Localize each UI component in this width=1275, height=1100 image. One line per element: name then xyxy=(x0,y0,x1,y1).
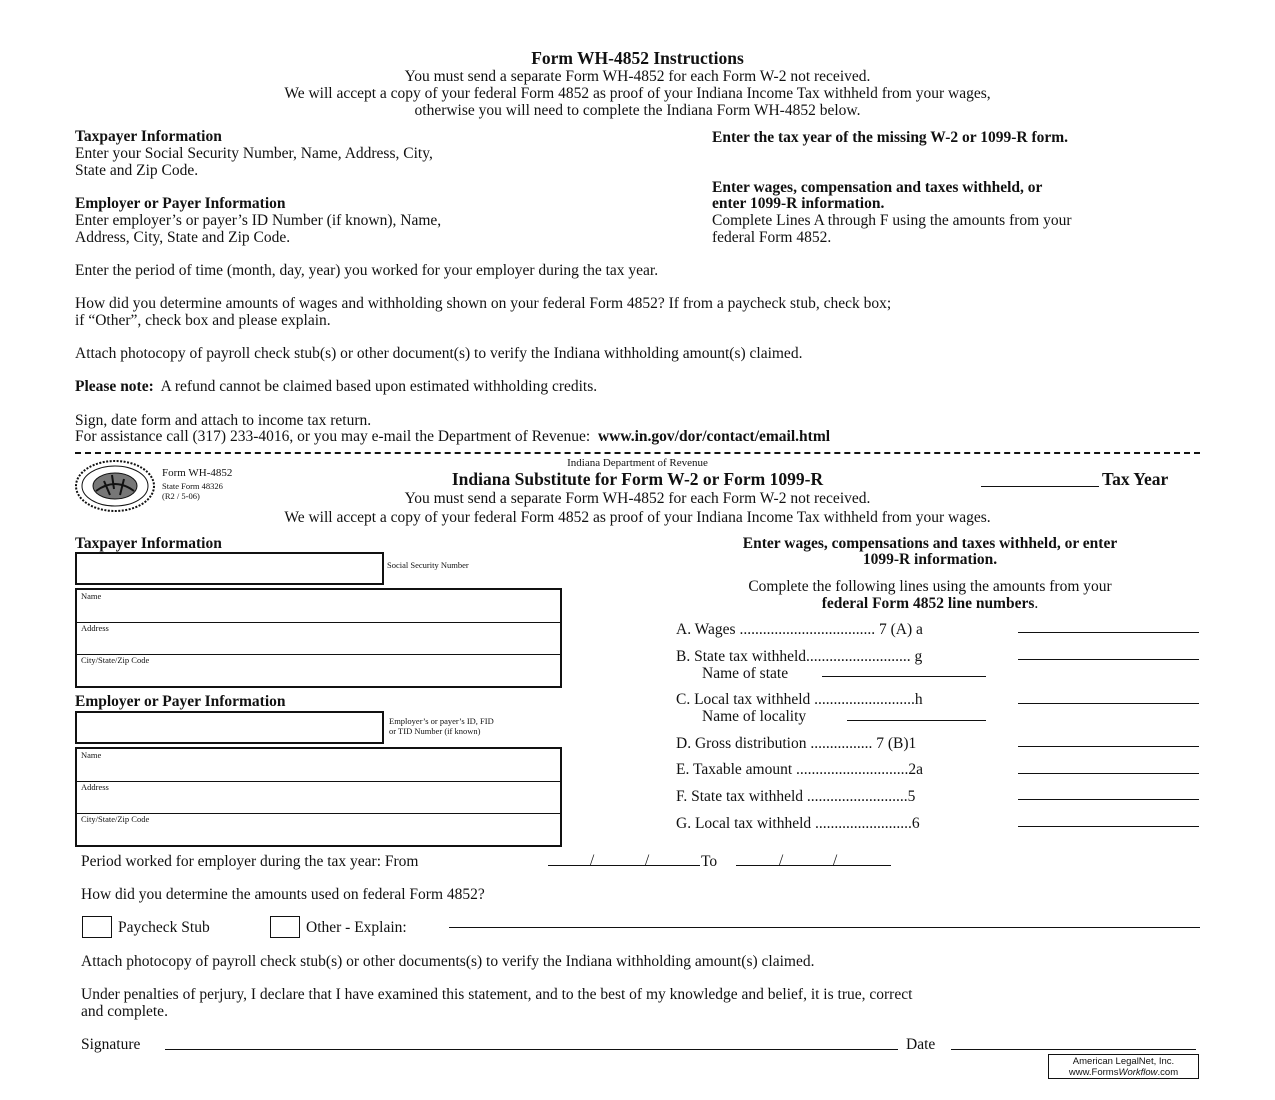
taxpayer-heading: Taxpayer Information xyxy=(75,535,222,552)
instructions-intro-2: We will accept a copy of your federal Form 4852 as proof of your Indiana Income Tax withheld from your wages, xyxy=(284,85,991,102)
department-name: Indiana Department of Revenue xyxy=(567,457,708,469)
complete-text: Complete the following lines using the amounts from your xyxy=(748,578,1112,595)
instructions-assist-text: For assistance call (317) 233-4016, or you may e-mail the Department of Revenue: xyxy=(75,428,591,445)
other-label: Other - Explain: xyxy=(306,919,407,936)
other-checkbox[interactable] xyxy=(270,916,300,938)
line-b-label: B. State tax withheld........................... g xyxy=(676,648,923,665)
period-label: Period worked for employer during the tax year: From xyxy=(81,853,419,870)
taxpayer-name-label: Name xyxy=(81,591,102,601)
employer-id-label-2: or TID Number (if known) xyxy=(389,726,481,736)
ssn-label: Social Security Number xyxy=(387,560,469,570)
instructions-taxpayer-text-2: State and Zip Code. xyxy=(75,162,199,179)
instructions-note-text: A refund cannot be claimed based upon estimated withholding credits. xyxy=(160,378,598,395)
state-name-label: Name of state xyxy=(702,665,789,682)
tax-year-input[interactable] xyxy=(981,486,1099,487)
period-from-slash-2: / xyxy=(645,852,650,869)
employer-name-field[interactable] xyxy=(77,749,560,782)
date-label: Date xyxy=(906,1036,936,1053)
state-name-input[interactable] xyxy=(822,676,986,677)
line-f-input[interactable] xyxy=(1018,799,1199,800)
instructions-assist xyxy=(75,428,830,445)
legalnet-site-suffix: .com xyxy=(1157,1067,1179,1078)
line-a-input[interactable] xyxy=(1018,632,1199,633)
instructions-employer-text-1: Enter employer’s or payer’s ID Number (if known), Name, xyxy=(75,212,442,229)
form-intro-2: We will accept a copy of your federal Form 4852 as proof of your Indiana Income Tax withheld from your wages. xyxy=(284,509,991,526)
attach-text: Attach photocopy of payroll check stub(s) or other documents(s) to verify the Indiana withholding amount(s) claimed. xyxy=(81,953,815,970)
line-a-label: A. Wages ................................... 7 (A) a xyxy=(676,621,923,638)
complete-end: . xyxy=(1034,595,1039,612)
instructions-employer-text-2: Address, City, State and Zip Code. xyxy=(75,229,291,246)
form-intro-1: You must send a separate Form WH-4852 for each Form W-2 not received. xyxy=(404,490,871,507)
instructions-attach-text: Attach photocopy of payroll check stub(s) or other document(s) to verify the Indiana withholding amount(s) claimed. xyxy=(75,345,803,362)
period-to-input[interactable] xyxy=(736,865,891,866)
line-f-label: F. State tax withheld ..........................5 xyxy=(676,788,916,805)
line-g-input[interactable] xyxy=(1018,826,1199,827)
legalnet-site-italic: Workflow xyxy=(1118,1067,1158,1078)
paycheck-stub-label: Paycheck Stub xyxy=(118,919,210,936)
wages-heading-2: 1099-R information. xyxy=(862,551,998,568)
perjury-text-2: and complete. xyxy=(81,1003,168,1020)
period-from-input[interactable] xyxy=(548,865,700,866)
instructions-title: Form WH-4852 Instructions xyxy=(531,48,744,68)
state-form-number: State Form 48326 xyxy=(162,481,223,491)
line-c-input[interactable] xyxy=(1018,703,1199,704)
employer-city-label: City/State/Zip Code xyxy=(81,814,150,824)
instructions-note-label: Please note: xyxy=(75,378,154,395)
cut-line xyxy=(75,452,1200,454)
tax-year-label: Tax Year xyxy=(1102,469,1169,489)
employer-city-field[interactable] xyxy=(77,813,560,845)
employer-id-label-1: Employer’s or payer’s ID, FID xyxy=(389,716,494,726)
instructions-employer-heading: Employer or Payer Information xyxy=(75,195,286,212)
instructions-determine-text-1: How did you determine amounts of wages and withholding shown on your federal Form 4852? If from a paycheck stub, check box; xyxy=(75,295,892,312)
period-to-slash-1: / xyxy=(779,852,784,869)
complete-text-2 xyxy=(660,595,1200,612)
instructions-wages-text-1: Complete Lines A through F using the amounts from your xyxy=(712,212,1072,229)
paycheck-stub-checkbox[interactable] xyxy=(82,916,112,938)
legalnet-site xyxy=(1049,1067,1198,1078)
form-title: Indiana Substitute for Form W-2 or Form 1099-R xyxy=(451,469,824,489)
taxpayer-city-label: City/State/Zip Code xyxy=(81,655,150,665)
instructions-determine-text-2: if “Other”, check box and please explain. xyxy=(75,312,331,329)
instructions-wages-text-2: federal Form 4852. xyxy=(712,229,832,246)
line-c-label: C. Local tax withheld ..........................h xyxy=(676,691,923,708)
taxpayer-city-field[interactable] xyxy=(77,654,560,686)
locality-name-label: Name of locality xyxy=(702,708,807,725)
taxpayer-name-field[interactable] xyxy=(77,590,560,623)
taxpayer-address-label: Address xyxy=(81,623,109,633)
period-to-slash-2: / xyxy=(833,852,838,869)
line-d-input[interactable] xyxy=(1018,746,1199,747)
instructions-wages-heading-2: enter 1099-R information. xyxy=(712,195,885,212)
ssn-input[interactable] xyxy=(75,552,384,585)
line-d-label: D. Gross distribution ................ 7 (B)1 xyxy=(676,735,917,752)
legalnet-site-prefix: www.Forms xyxy=(1068,1067,1119,1078)
employer-address-block xyxy=(75,747,562,847)
employer-id-input[interactable] xyxy=(75,711,384,744)
period-to-label: To xyxy=(701,853,718,870)
line-e-label: E. Taxable amount .............................2a xyxy=(676,761,924,778)
complete-bold: federal Form 4852 line numbers xyxy=(821,595,1035,612)
signature-label: Signature xyxy=(81,1036,141,1053)
taxpayer-address-block xyxy=(75,588,562,688)
form-revision: (R2 / 5-06) xyxy=(162,491,200,501)
instructions-tax-year-heading: Enter the tax year of the missing W-2 or 1099-R form. xyxy=(712,129,1069,146)
instructions-sign-text: Sign, date form and attach to income tax return. xyxy=(75,412,372,429)
employer-address-label: Address xyxy=(81,782,109,792)
instructions-wages-heading-1: Enter wages, compensation and taxes withheld, or xyxy=(712,179,1043,196)
taxpayer-address-field[interactable] xyxy=(77,622,560,655)
instructions-taxpayer-text-1: Enter your Social Security Number, Name, Address, City, xyxy=(75,145,433,162)
instructions-intro-1: You must send a separate Form WH-4852 for each Form W-2 not received. xyxy=(404,68,871,85)
instructions-assist-url[interactable]: www.in.gov/dor/contact/email.html xyxy=(597,428,831,445)
period-from-slash-1: / xyxy=(590,852,595,869)
employer-heading: Employer or Payer Information xyxy=(75,693,286,710)
instructions-note xyxy=(75,378,597,395)
determine-question: How did you determine the amounts used on federal Form 4852? xyxy=(81,886,485,903)
line-b-input[interactable] xyxy=(1018,659,1199,660)
legalnet-badge[interactable] xyxy=(1048,1054,1199,1079)
instructions-intro-3: otherwise you will need to complete the Indiana Form WH-4852 below. xyxy=(414,102,861,119)
wages-heading-1: Enter wages, compensations and taxes withheld, or enter xyxy=(742,535,1118,552)
legalnet-company: American LegalNet, Inc. xyxy=(1072,1056,1175,1067)
employer-name-label: Name xyxy=(81,750,102,760)
instructions-period-text: Enter the period of time (month, day, year) you worked for your employer during the tax year. xyxy=(75,262,659,279)
form-id: Form WH-4852 xyxy=(162,467,233,479)
locality-name-input[interactable] xyxy=(847,720,986,721)
employer-address-field[interactable] xyxy=(77,781,560,814)
line-e-input[interactable] xyxy=(1018,773,1199,774)
other-explain-input[interactable] xyxy=(449,927,1200,928)
date-input[interactable] xyxy=(951,1049,1196,1050)
perjury-text-1: Under penalties of perjury, I declare that I have examined this statement, and to the best of my knowledge and belief, it is true, correct xyxy=(81,986,913,1003)
line-g-label: G. Local tax withheld .........................6 xyxy=(676,815,920,832)
instructions-taxpayer-heading: Taxpayer Information xyxy=(75,128,222,145)
signature-input[interactable] xyxy=(165,1049,898,1050)
